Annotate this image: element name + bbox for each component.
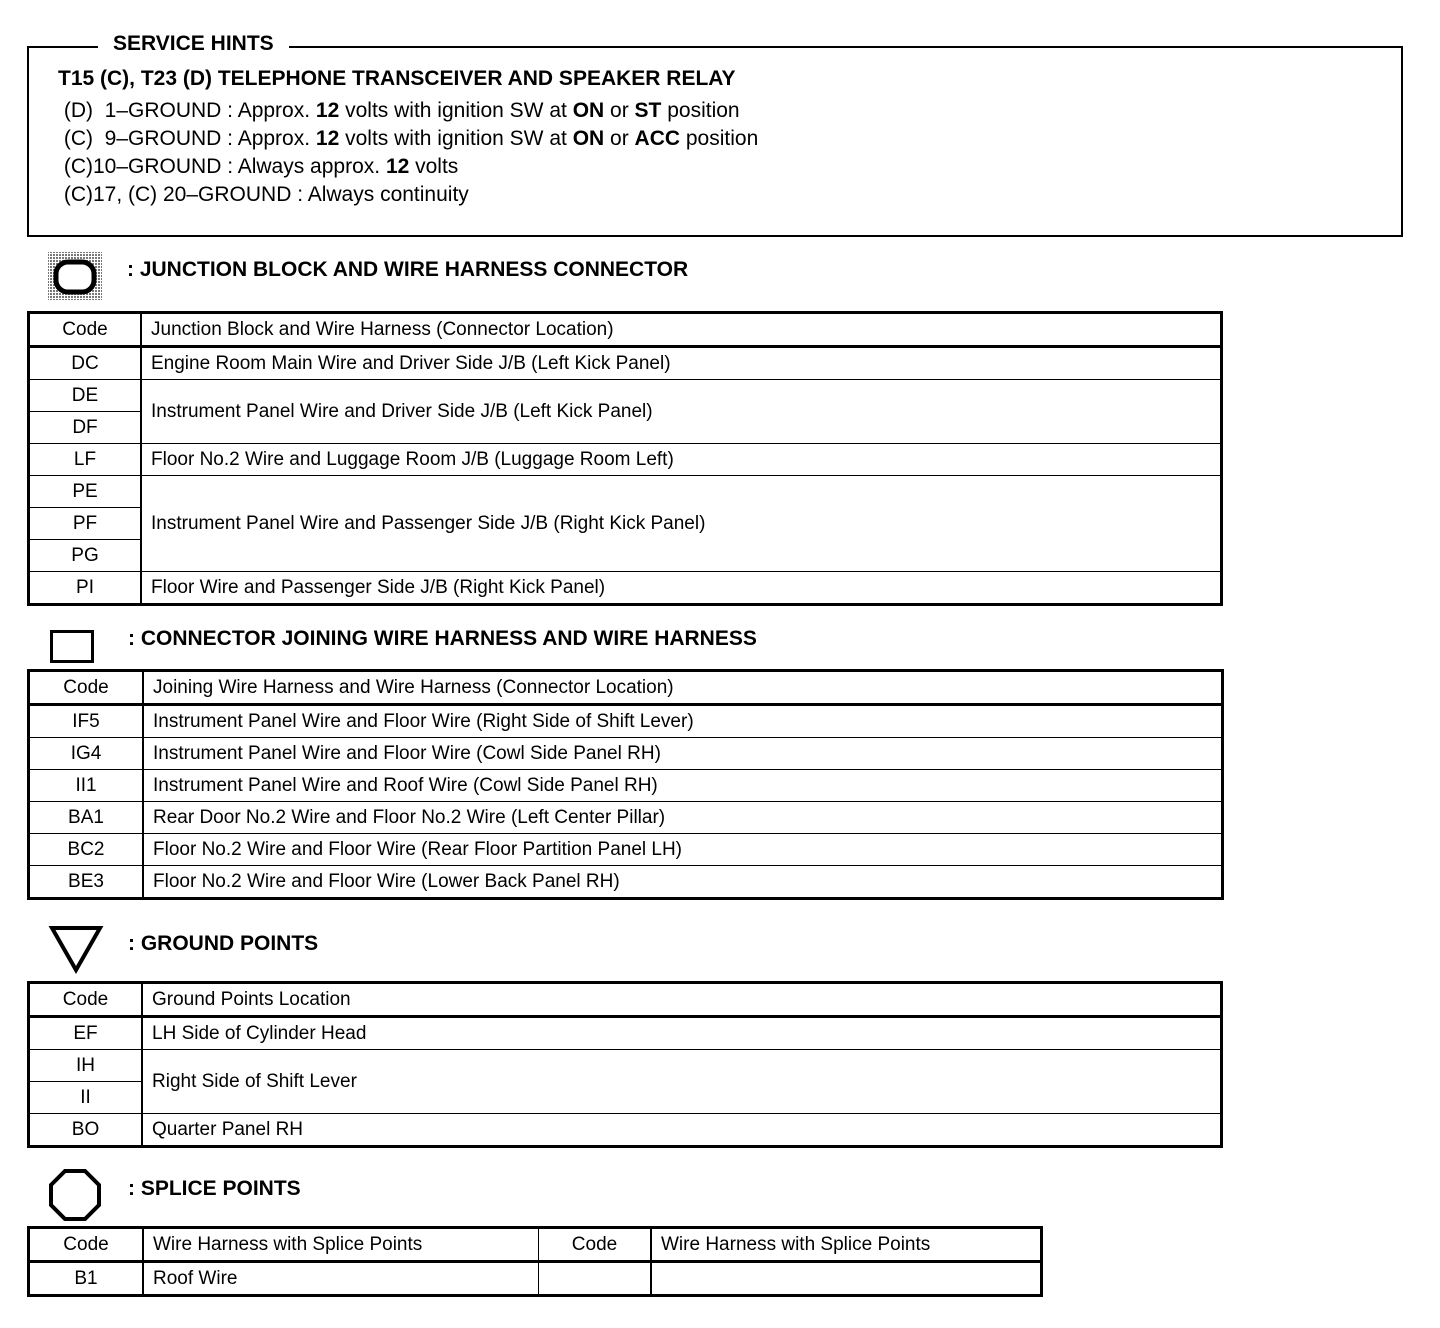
table-row: PF <box>29 508 1222 540</box>
table-row: IH Right Side of Shift Lever <box>29 1050 1222 1082</box>
table-row: BE3 Floor No.2 Wire and Floor Wire (Lower Back Panel RH) <box>29 866 1223 899</box>
connector-heading: : CONNECTOR JOINING WIRE HARNESS AND WIRE HARNESS <box>128 627 757 650</box>
column-header: Ground Points Location <box>142 983 1222 1017</box>
column-header: Code <box>29 671 144 705</box>
junction-heading: : JUNCTION BLOCK AND WIRE HARNESS CONNECTOR <box>127 258 689 281</box>
column-header: Wire Harness with Splice Points <box>143 1228 539 1262</box>
column-header: Code <box>29 983 143 1017</box>
column-header: Wire Harness with Splice Points <box>651 1228 1042 1262</box>
table-row: BO Quarter Panel RH <box>29 1114 1222 1147</box>
hint-line: (C) 9–GROUND : Approx. 12 volts with ignition SW at ON or ACC position <box>58 127 759 150</box>
column-header: Code <box>539 1228 652 1262</box>
table-row: PE Instrument Panel Wire and Passenger Side J/B (Right Kick Panel) <box>29 476 1222 508</box>
hint-line: (D) 1–GROUND : Approx. 12 volts with ignition SW at ON or ST position <box>58 99 740 122</box>
table-row: DC Engine Room Main Wire and Driver Side J/B (Left Kick Panel) <box>29 347 1222 380</box>
table-row: DF <box>29 412 1222 444</box>
column-header: Code <box>29 1228 144 1262</box>
connector-icon <box>50 630 94 663</box>
table-row: II1 Instrument Panel Wire and Roof Wire (Cowl Side Panel RH) <box>29 770 1223 802</box>
splice-heading: : SPLICE POINTS <box>128 1177 301 1200</box>
table-row: LF Floor No.2 Wire and Luggage Room J/B (Luggage Room Left) <box>29 444 1222 476</box>
table-row: DE Instrument Panel Wire and Driver Side J/B (Left Kick Panel) <box>29 380 1222 412</box>
table-row: BA1 Rear Door No.2 Wire and Floor No.2 Wire (Left Center Pillar) <box>29 802 1223 834</box>
service-hints-heading: T15 (C), T23 (D) TELEPHONE TRANSCEIVER AND SPEAKER RELAY <box>58 67 736 90</box>
ground-table <box>27 981 1223 1148</box>
junction-block-icon <box>47 251 103 301</box>
hint-line: (C)17, (C) 20–GROUND : Always continuity <box>58 183 469 206</box>
table-row: IF5 Instrument Panel Wire and Floor Wire (Right Side of Shift Lever) <box>29 705 1223 738</box>
splice-table <box>27 1226 1043 1297</box>
table-row: PG <box>29 540 1222 572</box>
column-header: Junction Block and Wire Harness (Connector Location) <box>141 313 1222 347</box>
column-header: Joining Wire Harness and Wire Harness (Connector Location) <box>143 671 1223 705</box>
hint-line: (C)10–GROUND : Always approx. 12 volts <box>58 155 459 178</box>
ground-heading: : GROUND POINTS <box>128 932 319 955</box>
table-row: EF LH Side of Cylinder Head <box>29 1017 1222 1050</box>
service-hints-title: SERVICE HINTS <box>98 32 289 56</box>
table-row: BC2 Floor No.2 Wire and Floor Wire (Rear Floor Partition Panel LH) <box>29 834 1223 866</box>
column-header: Code <box>29 313 142 347</box>
connector-table <box>27 669 1224 900</box>
table-row: PI Floor Wire and Passenger Side J/B (Right Kick Panel) <box>29 572 1222 605</box>
table-row: IG4 Instrument Panel Wire and Floor Wire (Cowl Side Panel RH) <box>29 738 1223 770</box>
ground-triangle-icon <box>48 924 104 974</box>
table-row: B1 Roof Wire <box>29 1262 1042 1296</box>
junction-table <box>27 311 1223 606</box>
table-row: II <box>29 1082 1222 1114</box>
splice-octagon-icon <box>48 1168 102 1222</box>
